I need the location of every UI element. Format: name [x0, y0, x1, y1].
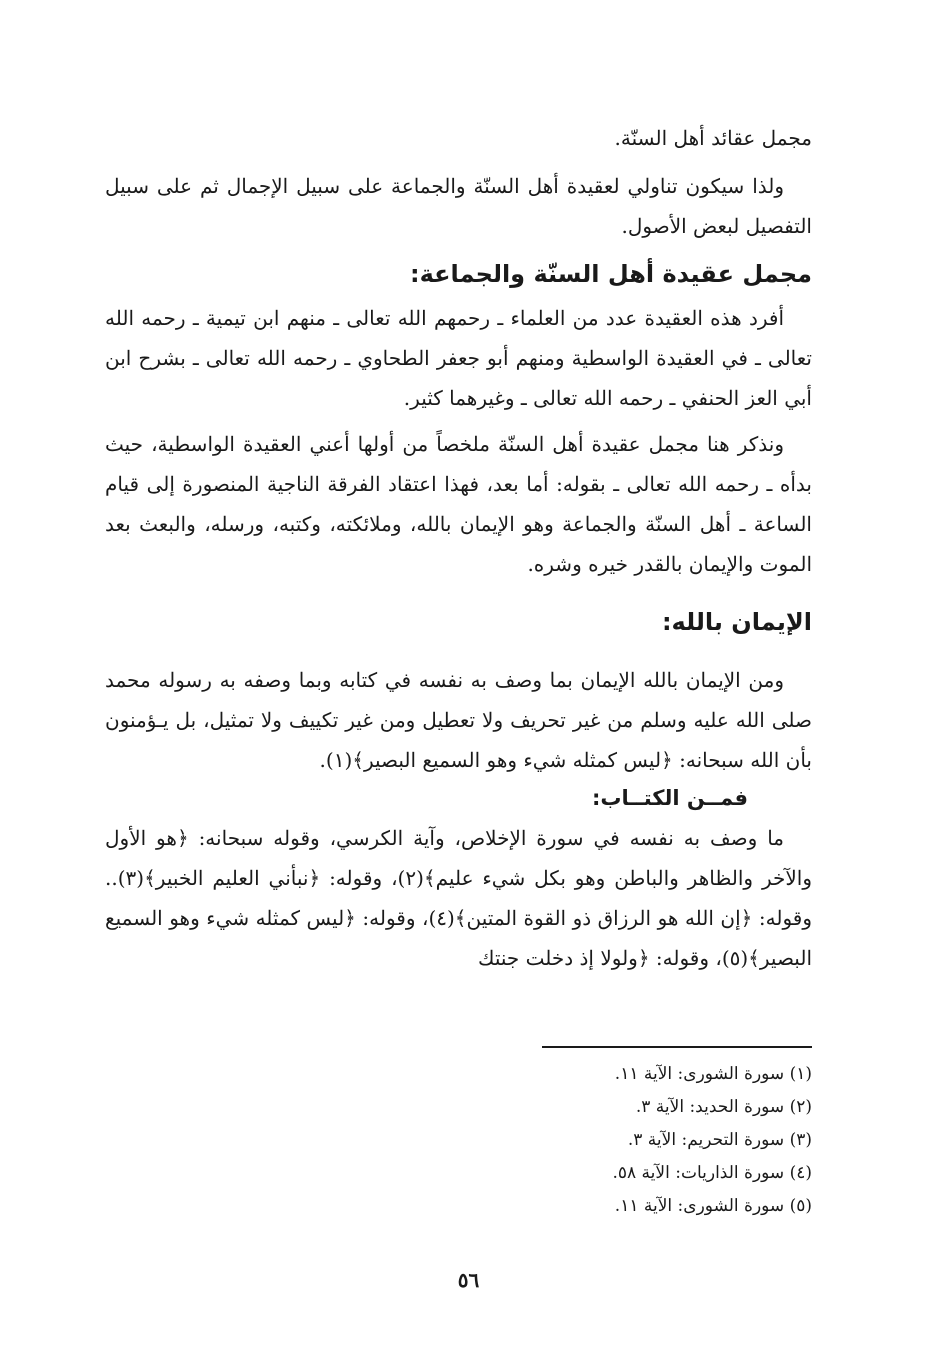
heading-creed-summary: مجمل عقيدة أهل السنّة والجماعة:: [410, 260, 812, 288]
paragraph-approach: ولذا سيكون تناولي لعقيدة أهل السنّة والجماعة على سبيل الإجمال ثم على سبيل التفصيل لبعض الأصول.: [105, 174, 812, 238]
footnote-4: (٤) سورة الذاريات: الآية ٥٨.: [612, 1163, 812, 1183]
footnote-divider: [542, 1046, 812, 1048]
paragraph-quran-verses: ما وصف به نفسه في سورة الإخلاص، وآية الكرسي، وقوله سبحانه: ﴿هو الأول والآخر والظاهر والباطن وهو بكل شيء عليم﴾(٢)، وقوله: ﴿نبأني العليم الخبير﴾(٣).. وقوله: ﴿إن الله هو الرزاق ذو القوة المتين﴾(٤)، وقوله: ﴿ليس كمثله شيء وهو السميع البصير﴾(٥)، وقوله: ﴿ولولا إذ دخلت جنتك: [105, 826, 812, 970]
paragraph-attributes: ومن الإيمان بالله الإيمان بما وصف به نفسه في كتابه وبما وصفه به رسوله محمد صلى الله عليه وسلم من غير تحريف ولا تعطيل ومن غير تكييف ولا تمثيل، بل يـؤمنون بأن الله سبحانه: ﴿ليس كمثله شيء وهو السميع البصير﴾(١).: [105, 668, 812, 772]
heading-faith-in-allah: الإيمان بالله:: [661, 608, 812, 636]
page-number: ٥٦: [457, 1268, 480, 1292]
paragraph-scholars: أفرد هذه العقيدة عدد من العلماء ـ رحمهم الله تعالى ـ منهم ابن تيمية ـ رحمه الله تعالى ـ في العقيدة الواسطية ومنهم أبو جعفر الطحاوي ـ رحمه الله تعالى ـ بشرح ابن أبي العز الحنفي ـ رحمه الله تعالى ـ وغيرهما كثير.: [105, 306, 812, 410]
subheading-from-the-book: فمــن الكتــاب:: [591, 786, 748, 810]
footnote-1: (١) سورة الشورى: الآية ١١.: [614, 1064, 812, 1084]
page-body: [105, 118, 812, 978]
footnote-3: (٣) سورة التحريم: الآية ٣.: [627, 1130, 812, 1150]
footnotes: [542, 1046, 812, 1223]
footnote-2: (٢) سورة الحديد: الآية ٣.: [635, 1097, 812, 1117]
footnote-5: (٥) سورة الشورى: الآية ١١.: [614, 1196, 812, 1216]
paragraph-wasitiyya: ونذكر هنا مجمل عقيدة أهل السنّة ملخصاً من أولها أعني العقيدة الواسطية، حيث بدأه ـ رحمه الله تعالى ـ بقوله: أما بعد، فهذا اعتقاد الفرقة الناجية المنصورة إلى قيام الساعة ـ أهل السنّة والجماعة وهو الإيمان بالله، وملائكته، وكتبه، ورسله، والبعث بعد الموت والإيمان بالقدر خيره وشره.: [105, 432, 812, 576]
continued-line: مجمل عقائد أهل السنّة.: [614, 126, 812, 150]
